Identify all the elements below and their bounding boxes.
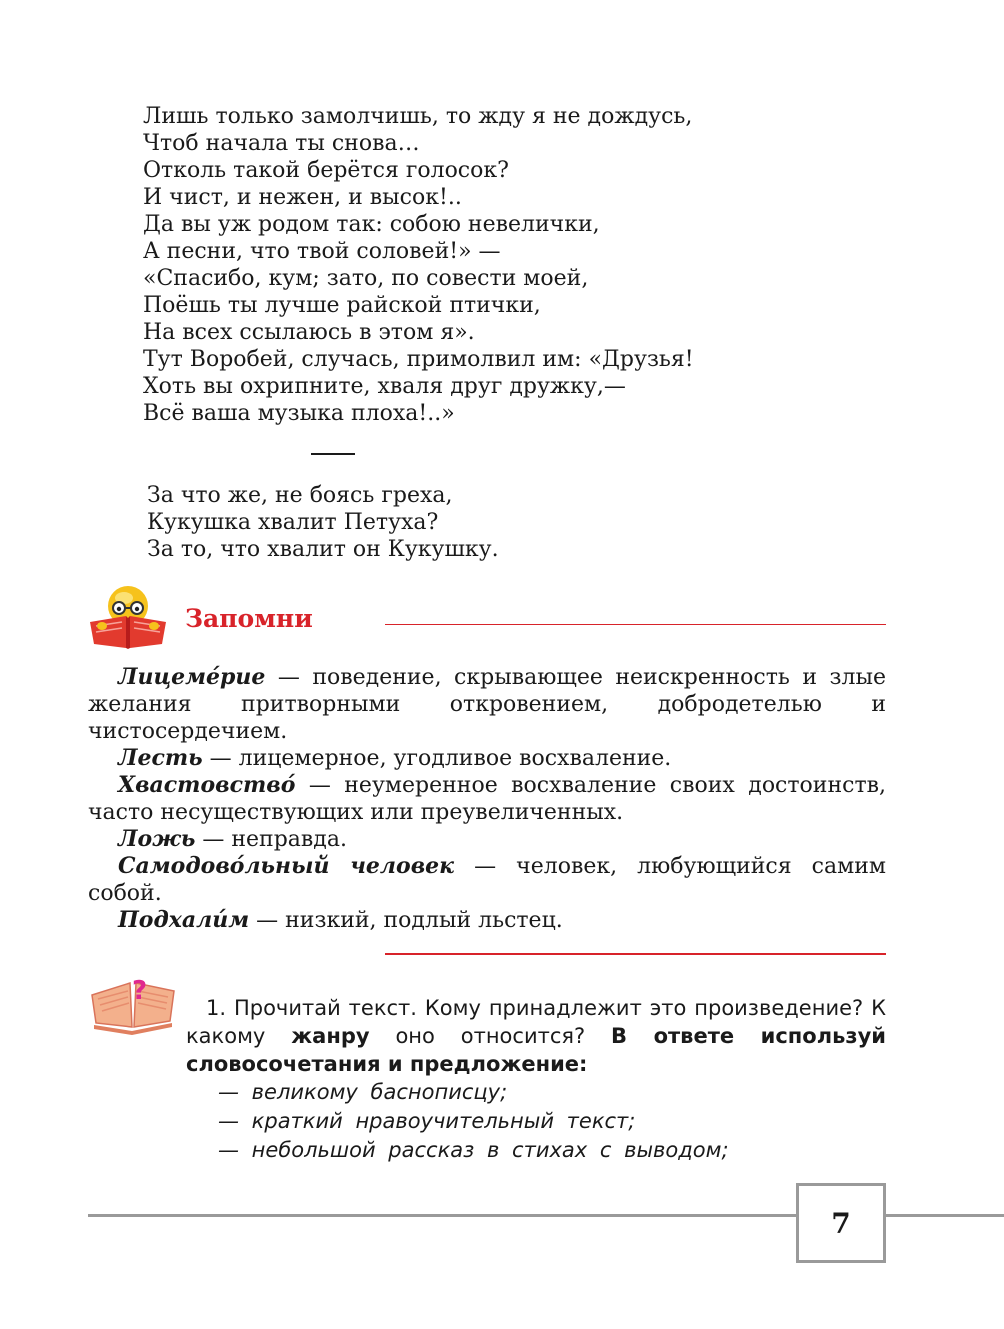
task-text-2: оно относится?	[369, 1024, 612, 1048]
definition-item	[88, 745, 886, 772]
definition-item	[88, 853, 886, 907]
definition-term: Самодово́льный человек	[118, 853, 455, 879]
task-hint: В ответе используй словосочетания и предложение:	[186, 1024, 886, 1076]
remember-rule-bottom	[385, 953, 886, 955]
page-number: 7	[831, 1206, 851, 1240]
poem-line: Тут Воробей, случась, примолвил им: «Друзья!	[143, 347, 694, 372]
definition-text: — неправда.	[195, 827, 347, 852]
poem-stanza	[143, 103, 694, 427]
task-options	[218, 1078, 886, 1165]
poem-line: «Спасибо, кум; зато, по совести моей,	[143, 266, 589, 291]
poem-moral	[147, 482, 499, 563]
task-option: — небольшой рассказ в стихах с выводом;	[218, 1138, 729, 1162]
definition-text: — поведение, скрывающее неискренность и злые желания притворными откровением, добродетелью и чистосердечием.	[88, 665, 886, 744]
poem-line: Поёшь ты лучше райской птички,	[143, 293, 541, 318]
poem-line: На всех ссылаюсь в этом я».	[143, 320, 475, 345]
definition-item	[88, 664, 886, 745]
definition-item	[88, 826, 886, 853]
definition-item	[88, 772, 886, 826]
task-text-1: 1. Прочитай текст. Кому принадлежит это произведение? К какому	[186, 996, 886, 1048]
task-keyword: жанру	[291, 1024, 370, 1048]
definition-term: Лесть	[118, 745, 203, 771]
definition-text: — низкий, подлый льстец.	[249, 908, 563, 933]
task-option: — великому баснописцу;	[218, 1080, 508, 1104]
definition-term: Хвастовство́	[118, 772, 296, 798]
svg-text:?: ?	[132, 976, 148, 1006]
poem-divider	[311, 453, 355, 455]
definitions-list	[88, 664, 886, 934]
definition-text: — неумеренное восхваление своих достоинств, часто несуществующих или преувеличенных.	[88, 773, 886, 825]
definition-item	[88, 907, 886, 934]
poem-line: Лишь только замолчишь, то жду я не дождусь,	[143, 104, 693, 129]
page-number-box	[796, 1183, 886, 1263]
reading-smiley-icon	[88, 582, 168, 650]
definition-text: — лицемерное, угодливое восхваление.	[202, 746, 672, 771]
remember-header	[88, 582, 888, 662]
poem-line: Отколь такой берётся голосок?	[143, 158, 509, 183]
moral-line: За что же, не боясь греха,	[147, 483, 453, 508]
definition-term: Лицеме́рие	[118, 664, 266, 690]
remember-rule-top	[385, 624, 886, 625]
definition-text: — человек, любующийся самим собой.	[88, 854, 886, 906]
poem-line: Да вы уж родом так: собою невелички,	[143, 212, 600, 237]
book-question-icon	[88, 965, 178, 1037]
poem-line: А песни, что твой соловей!» —	[143, 239, 501, 264]
remember-title: Запомни	[185, 604, 313, 633]
definition-term: Подхали́м	[118, 907, 250, 933]
poem-line: Чтоб начала ты снова…	[143, 131, 420, 156]
task-option: — краткий нравоучительный текст;	[218, 1109, 636, 1133]
task-instruction	[186, 994, 886, 1078]
moral-line: Кукушка хвалит Петуха?	[147, 510, 439, 535]
poem-line: Хоть вы охрипните, хваля друг дружку,—	[143, 374, 626, 399]
moral-line: За то, что хвалит он Кукушку.	[147, 537, 499, 562]
definition-term: Ложь	[118, 826, 196, 852]
poem-line: Всё ваша музыка плоха!..»	[143, 401, 455, 426]
poem-line: И чист, и нежен, и высок!..	[143, 185, 462, 210]
task-block	[186, 994, 886, 1165]
